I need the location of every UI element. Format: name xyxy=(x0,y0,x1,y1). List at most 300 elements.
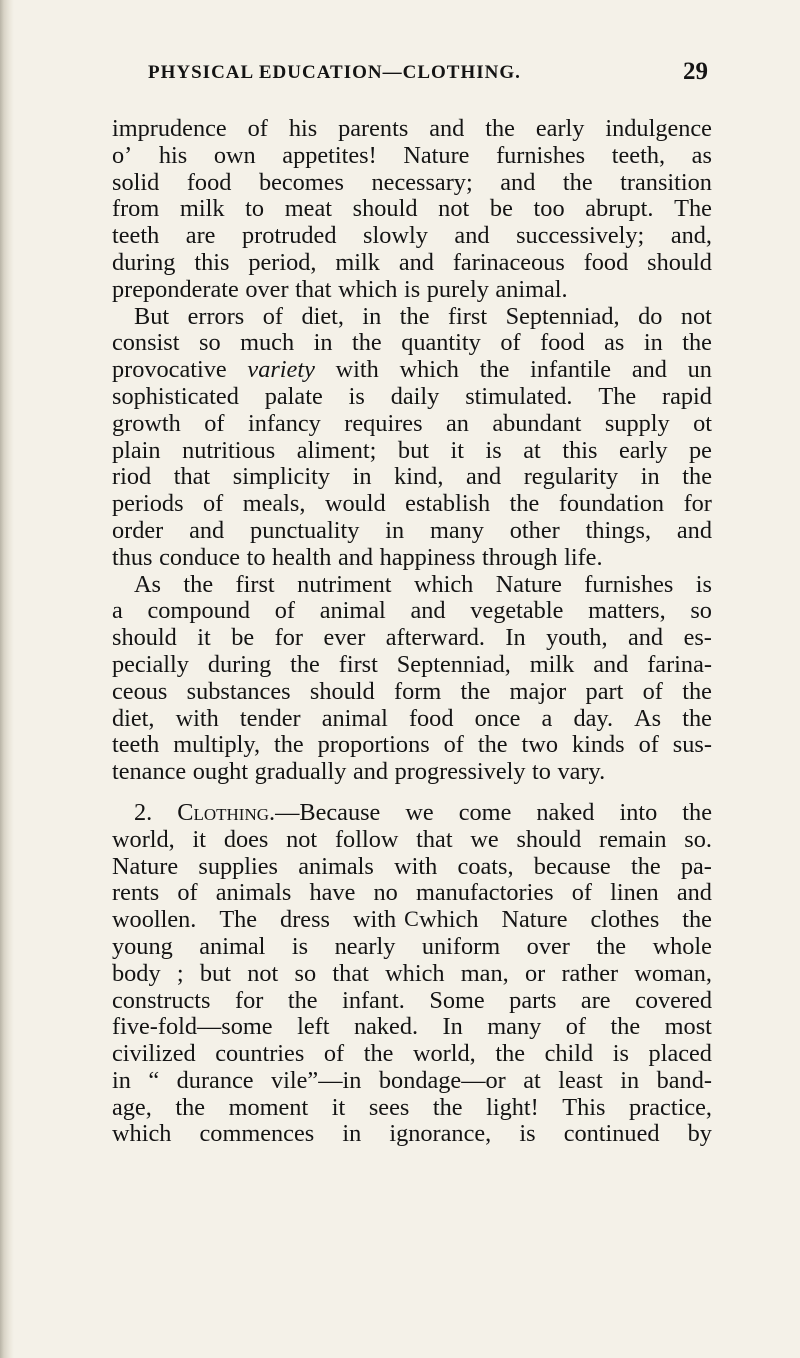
word: in xyxy=(385,516,405,544)
word: the xyxy=(682,704,712,732)
word: the xyxy=(287,986,318,1014)
word: but xyxy=(199,959,231,987)
word: practice, xyxy=(629,1093,712,1121)
text-line xyxy=(112,491,712,518)
word: a xyxy=(112,597,123,625)
word: rapid xyxy=(662,382,712,410)
word: animal. xyxy=(495,275,568,303)
word: infantile xyxy=(530,356,612,384)
word: the xyxy=(509,490,540,518)
word: early xyxy=(618,436,668,464)
word: which xyxy=(413,570,474,598)
word: As xyxy=(134,570,162,598)
text-line xyxy=(112,625,712,652)
body-text xyxy=(112,116,712,1148)
text-line xyxy=(112,170,712,197)
word: over xyxy=(245,275,289,303)
word: is xyxy=(485,436,502,464)
word: form xyxy=(394,677,442,705)
word: the xyxy=(596,932,627,960)
word: should xyxy=(352,195,418,223)
word: animal xyxy=(319,597,386,625)
word: animals xyxy=(215,879,292,907)
word: first xyxy=(447,302,488,330)
word: un xyxy=(687,356,712,384)
word: to xyxy=(245,195,265,223)
word: variety xyxy=(247,356,315,384)
word: that xyxy=(173,463,211,491)
word: of xyxy=(323,1040,345,1068)
word: tender xyxy=(239,704,301,732)
word: and xyxy=(410,597,446,625)
word: the xyxy=(562,168,593,196)
word: becomes xyxy=(258,168,344,196)
word: should xyxy=(112,624,177,652)
word: band- xyxy=(656,1066,712,1094)
text-line xyxy=(112,1121,712,1148)
word: should xyxy=(647,248,712,276)
word: vile”—in xyxy=(271,1066,362,1094)
word: and xyxy=(429,115,465,142)
word: preponderate xyxy=(112,275,239,303)
text-line xyxy=(112,438,712,465)
word: a xyxy=(541,704,553,732)
word: things, xyxy=(585,516,652,544)
text-line xyxy=(112,545,712,572)
word: countries xyxy=(215,1040,305,1068)
word: order xyxy=(112,516,164,544)
word: the xyxy=(682,463,712,491)
word: coats, xyxy=(457,852,514,880)
word: abrupt. xyxy=(585,195,654,223)
word: farina- xyxy=(647,650,712,678)
word: is xyxy=(348,382,365,410)
word: which xyxy=(419,906,479,934)
text-line xyxy=(112,706,712,733)
word: milk xyxy=(335,248,380,276)
word: in xyxy=(352,463,372,491)
word: world, xyxy=(112,825,175,853)
word: constructs xyxy=(112,986,211,1014)
word: own xyxy=(213,141,256,169)
word: pe xyxy=(689,436,712,464)
word: young xyxy=(112,932,173,960)
text-line xyxy=(112,732,712,759)
paragraph-3 xyxy=(112,572,712,786)
paragraph-1 xyxy=(112,116,712,304)
word: many xyxy=(429,516,484,544)
word: periods xyxy=(112,490,184,518)
word: is xyxy=(695,570,712,598)
word: to xyxy=(532,758,551,786)
word: Septenniad, xyxy=(396,650,511,678)
word: not xyxy=(438,195,470,223)
word: first xyxy=(338,650,378,678)
word: meals, xyxy=(242,490,306,518)
word: the xyxy=(495,1040,525,1068)
word: the xyxy=(682,906,712,934)
word: of xyxy=(571,879,592,907)
word: appetites! xyxy=(282,141,377,169)
page-header xyxy=(96,58,712,88)
word: and xyxy=(628,624,664,652)
text-line xyxy=(112,384,712,411)
word: as xyxy=(691,141,712,169)
signature-mark: C xyxy=(404,906,420,931)
text-line xyxy=(112,854,712,881)
word: necessary; xyxy=(371,168,473,196)
text-line xyxy=(112,1095,712,1122)
word: should xyxy=(516,825,582,853)
word: compound xyxy=(147,597,251,625)
word: first xyxy=(235,570,275,598)
word: for xyxy=(683,490,712,518)
word: follow xyxy=(334,825,399,853)
text-line xyxy=(112,880,712,907)
book-spine-shadow xyxy=(0,0,14,1358)
word: at xyxy=(523,436,541,464)
word: man, xyxy=(460,959,509,987)
word: life. xyxy=(564,543,603,571)
word: moment xyxy=(228,1093,309,1121)
word: is xyxy=(404,275,421,303)
word: of xyxy=(274,597,295,625)
word: Nature xyxy=(501,906,568,934)
word: left xyxy=(297,1013,330,1041)
word: and xyxy=(352,758,389,786)
word: slowly xyxy=(363,222,428,250)
word: early xyxy=(535,115,585,142)
word: successively; xyxy=(516,222,645,250)
text-line xyxy=(112,652,712,679)
running-head: PHYSICAL EDUCATION—CLOTHING. xyxy=(148,62,521,83)
word: daily xyxy=(390,382,440,410)
word: it xyxy=(192,825,207,853)
word: for xyxy=(274,624,304,652)
word: the xyxy=(352,329,382,357)
word: for xyxy=(235,986,264,1014)
word: this xyxy=(562,436,598,464)
text-line xyxy=(112,934,712,961)
section-gap xyxy=(112,786,712,800)
word: civilized xyxy=(112,1040,196,1068)
text-line xyxy=(112,1068,712,1095)
word: the xyxy=(630,852,661,880)
word: supply xyxy=(604,409,670,437)
word: punctuality xyxy=(250,516,360,544)
word: abundant xyxy=(492,409,582,437)
word: protruded xyxy=(242,222,337,250)
word: Nature xyxy=(403,141,470,169)
word: stimulated. xyxy=(465,382,573,410)
text-line xyxy=(112,759,712,786)
word: of xyxy=(443,731,464,759)
word: too xyxy=(533,195,565,223)
word: through xyxy=(481,543,558,571)
word: durance xyxy=(176,1066,254,1094)
word: the xyxy=(610,1013,641,1041)
word: so xyxy=(294,959,317,987)
word: food xyxy=(583,248,629,276)
word: so xyxy=(199,329,221,357)
word: regularity xyxy=(523,463,619,491)
word: from xyxy=(112,195,160,223)
word: nutritious xyxy=(182,436,276,464)
word: have xyxy=(309,879,356,907)
word: palate xyxy=(264,382,323,410)
word: plain xyxy=(112,436,161,464)
word: which xyxy=(338,275,398,303)
word: which xyxy=(385,959,445,987)
word: infant. xyxy=(342,986,405,1014)
word: is xyxy=(612,1040,629,1068)
word: food xyxy=(186,168,232,196)
text-line xyxy=(112,572,712,599)
word: clothes xyxy=(590,906,660,934)
word: by xyxy=(687,1120,712,1148)
word: into xyxy=(619,798,658,826)
word: provocative xyxy=(112,356,227,384)
word: milk xyxy=(529,650,575,678)
text-line xyxy=(112,330,712,357)
word: with xyxy=(335,356,379,384)
word: foundation xyxy=(558,490,665,518)
word: five-fold—some xyxy=(112,1013,273,1041)
word: in xyxy=(640,463,660,491)
word: the xyxy=(399,302,430,330)
word: the xyxy=(290,650,320,678)
text-line xyxy=(112,223,712,250)
word: uniform xyxy=(421,932,501,960)
word: his xyxy=(158,141,188,169)
word: conduce xyxy=(159,543,241,571)
word: imprudence xyxy=(112,115,227,142)
word: ceous xyxy=(112,677,168,705)
word: part xyxy=(585,677,624,705)
word: vegetable xyxy=(470,597,564,625)
word: supplies xyxy=(198,852,279,880)
word: it xyxy=(331,1093,346,1121)
word: solid xyxy=(112,168,160,196)
word: during xyxy=(112,248,176,276)
word: the xyxy=(183,570,214,598)
text-line xyxy=(112,518,712,545)
word: major xyxy=(509,677,567,705)
word: diet, xyxy=(112,704,155,732)
word: substances xyxy=(186,677,291,705)
word: naked xyxy=(536,798,595,826)
word: consist xyxy=(112,329,180,357)
word: of xyxy=(247,115,268,142)
word: and xyxy=(189,516,225,544)
word: in xyxy=(362,302,382,330)
word: The xyxy=(219,906,258,934)
word: should xyxy=(309,677,375,705)
word: es- xyxy=(683,624,712,652)
word: not xyxy=(680,302,712,330)
text-line xyxy=(112,196,712,223)
text-line xyxy=(112,116,712,143)
word: are xyxy=(185,222,216,250)
word: ot xyxy=(693,409,712,437)
word: are xyxy=(580,986,611,1014)
word: the xyxy=(682,329,712,357)
word: but xyxy=(397,436,429,464)
text-line xyxy=(112,800,712,827)
word: quantity xyxy=(401,329,481,357)
page-number: 29 xyxy=(683,58,708,85)
word: But xyxy=(134,302,170,330)
word: or xyxy=(524,959,546,987)
word: other xyxy=(509,516,560,544)
word: of xyxy=(203,490,224,518)
word: riod xyxy=(112,463,152,491)
text-line xyxy=(112,679,712,706)
word: of xyxy=(638,731,659,759)
word: parents xyxy=(338,115,409,142)
word: the xyxy=(682,798,712,826)
text-line xyxy=(112,464,712,491)
word: commences xyxy=(199,1120,315,1148)
word: so. xyxy=(684,825,712,853)
word: two xyxy=(521,731,558,759)
word: Nature xyxy=(495,570,562,598)
word: and xyxy=(454,222,490,250)
word: an xyxy=(445,409,469,437)
word: because xyxy=(533,852,611,880)
word: of xyxy=(204,409,225,437)
word: is xyxy=(291,932,309,960)
word: the xyxy=(175,1093,206,1121)
word: his xyxy=(288,115,318,142)
word: the xyxy=(363,1040,394,1068)
word: In xyxy=(505,624,526,652)
word: it xyxy=(197,624,211,652)
word: to xyxy=(246,543,266,571)
paragraph-4 xyxy=(112,800,712,1148)
word: milk xyxy=(179,195,225,223)
word: and xyxy=(337,543,374,571)
word: not xyxy=(286,825,318,853)
word: proportions xyxy=(317,731,430,759)
word: furnishes xyxy=(496,141,586,169)
word: in xyxy=(313,329,333,357)
word: pecially xyxy=(112,650,189,678)
word: it xyxy=(450,436,465,464)
word: Some xyxy=(429,986,485,1014)
word: and xyxy=(466,463,502,491)
word: that xyxy=(416,825,453,853)
text-line xyxy=(112,1041,712,1068)
word: many xyxy=(487,1013,542,1041)
word: multiply, xyxy=(173,731,261,759)
word: ought xyxy=(192,758,249,786)
word: we xyxy=(405,798,434,826)
word: body xyxy=(112,959,161,987)
word: meat xyxy=(284,195,332,223)
word: thus xyxy=(112,543,153,571)
word: not xyxy=(247,959,279,987)
word: which xyxy=(399,356,459,384)
word: As xyxy=(634,704,662,732)
word: woollen. xyxy=(112,906,197,934)
word: and xyxy=(398,248,434,276)
word: matters, xyxy=(588,597,666,625)
word: kinds xyxy=(571,731,625,759)
word: farinaceous xyxy=(452,248,565,276)
word: happiness xyxy=(379,543,476,571)
word: animal xyxy=(199,932,266,960)
word: with xyxy=(175,704,219,732)
word: of xyxy=(642,677,663,705)
word: progressively xyxy=(394,758,526,786)
word: the xyxy=(682,677,712,705)
paragraph-2 xyxy=(112,304,712,572)
word: “ xyxy=(148,1066,160,1094)
text-line xyxy=(112,277,712,304)
word: of xyxy=(565,1013,586,1041)
word: of xyxy=(500,329,521,357)
text-line xyxy=(112,827,712,854)
word: much xyxy=(240,329,295,357)
word: and xyxy=(676,879,712,907)
word: covered xyxy=(635,986,712,1014)
word: ; xyxy=(176,959,184,987)
word: rather xyxy=(561,959,619,987)
word: light! xyxy=(486,1093,539,1121)
word: manufactories xyxy=(415,879,554,907)
word: in xyxy=(342,1120,362,1148)
word: errors xyxy=(187,302,245,330)
word: of xyxy=(262,302,283,330)
word: tenance xyxy=(112,758,187,786)
word: in xyxy=(643,329,663,357)
word: Septenniad, xyxy=(505,302,620,330)
word: The xyxy=(674,195,712,223)
word: over xyxy=(526,932,570,960)
word: woman, xyxy=(634,959,712,987)
word: animals xyxy=(298,852,374,880)
word: 2. xyxy=(134,798,153,826)
word: be xyxy=(489,195,513,223)
text-line xyxy=(112,357,712,384)
word: age, xyxy=(112,1093,152,1121)
word: teeth, xyxy=(611,141,666,169)
word: aliment; xyxy=(296,436,377,464)
word: at xyxy=(523,1066,541,1094)
word: simplicity xyxy=(232,463,330,491)
word: health xyxy=(272,543,332,571)
word: establish xyxy=(405,490,491,518)
word: and xyxy=(676,516,712,544)
word: so xyxy=(690,597,712,625)
text-line xyxy=(112,961,712,988)
word: youth, xyxy=(546,624,608,652)
word: with xyxy=(352,906,397,934)
word: day. xyxy=(573,704,614,732)
word: naked. xyxy=(353,1013,419,1041)
word: gradually xyxy=(254,758,347,786)
word: and xyxy=(593,650,629,678)
word: that xyxy=(295,275,332,303)
word: during xyxy=(207,650,272,678)
word: and xyxy=(500,168,536,196)
word: the xyxy=(274,731,304,759)
text-line xyxy=(112,598,712,625)
word: period, xyxy=(248,248,317,276)
word: requires xyxy=(344,409,423,437)
word: teeth xyxy=(112,731,160,759)
